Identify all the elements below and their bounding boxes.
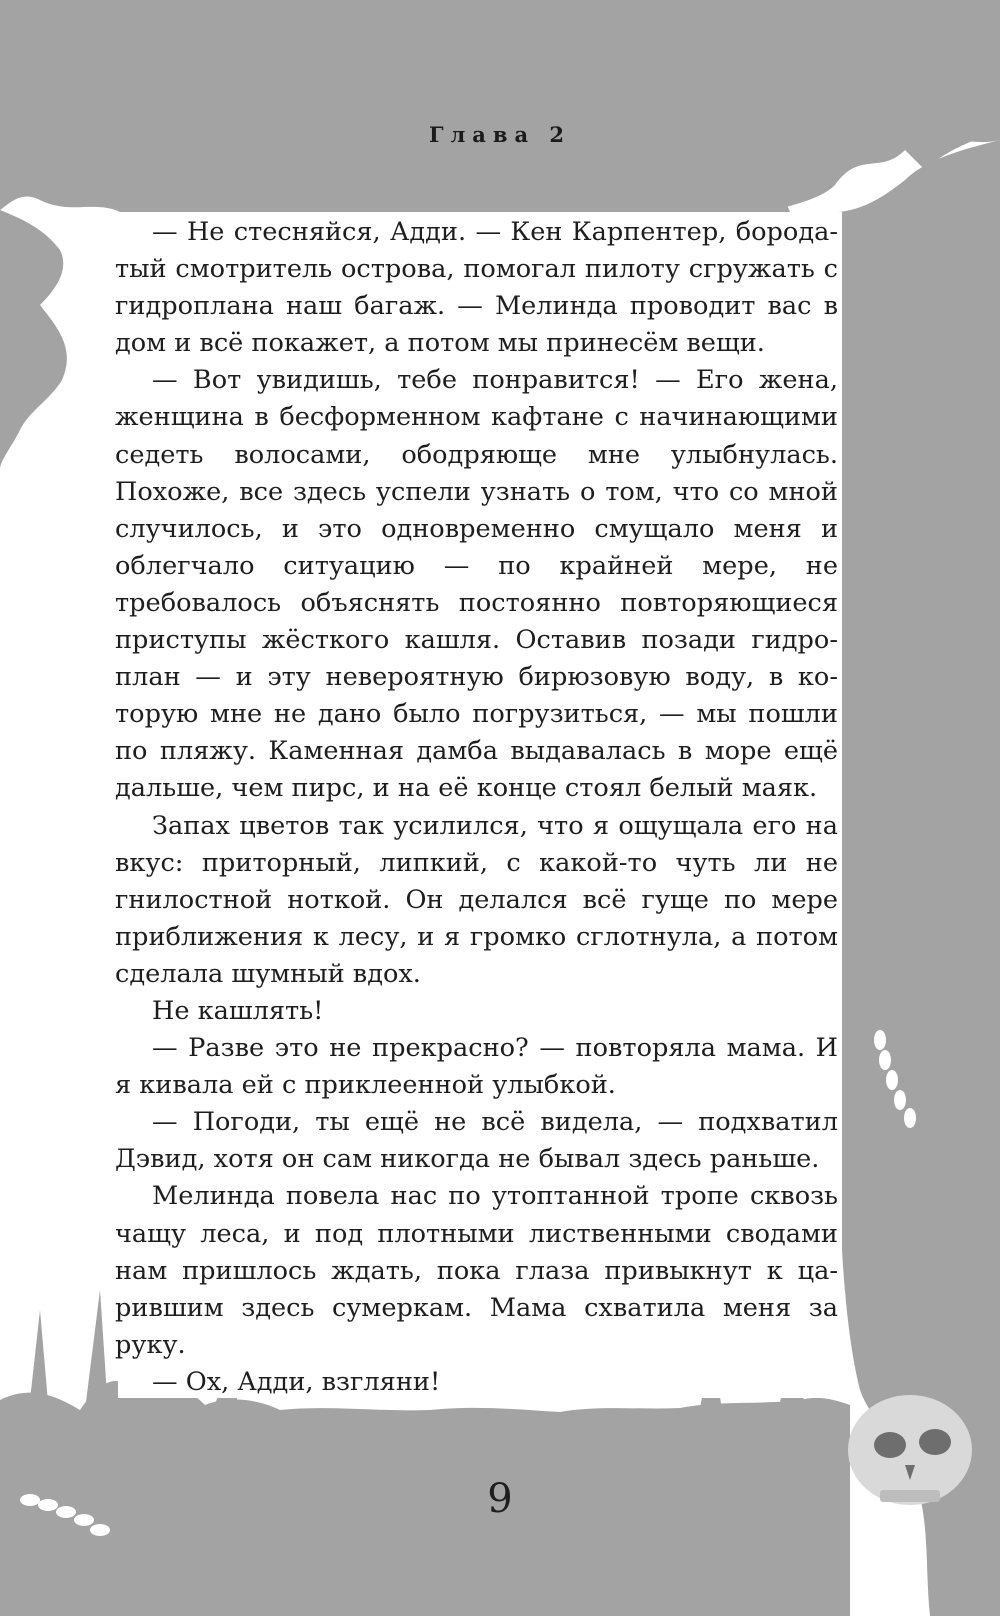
- body-text: [115, 214, 838, 1401]
- paragraph: — Погоди, ты ещё не всё видела, — подхватил Дэвид, хотя он сам никогда не бывал здесь раньше.: [115, 1107, 838, 1175]
- paragraph: — Разве это не прекрасно? — повторяла мама. И я кивала ей с приклеенной улыбкой.: [115, 1033, 838, 1101]
- paragraph: Запах цветов так усилился, что я ощущала его на вкус: приторный, липкий, с какой-то чуть ли не гнилостной ноткой. Он делался всё гуще по мере приближения к лесу, и я громко сглотнула, а потом сделала шумный вдох.: [115, 810, 838, 989]
- paragraph: — Ох, Адди, взгляни!: [152, 1366, 441, 1397]
- paragraph: Мелинда повела нас по утоптанной тропе сквозь чащу леса, и под плотными лиственными сводами нам пришлось ждать, пока глаза привыкнут к царившим здесь сумеркам. Мама схватила меня за руку.: [115, 1181, 838, 1360]
- paragraph: — Вот увидишь, тебе понравится! — Его жена, женщина в бесформенном кафтане с начинающими седеть волосами, ободряюще мне улыбнулась. Похоже, все здесь успели узнать о том, что со мной случилось, и это одновременно смущало меня и облегчало ситуацию — по крайней мере, не требовалось объяснять постоянно повторяющиеся приступы жёсткого кашля. Оставив позади гидроплан — и эту невероятную бирюзовую воду, в которую мне не дано было погрузиться, — мы пошли по пляжу. Каменная дамба выдавалась в море ещё дальше, чем пирс, и на её конце стоял белый маяк.: [115, 365, 838, 804]
- paragraph: Не кашлять!: [152, 995, 324, 1026]
- paragraph: — Не стесняйся, Адди. — Кен Карпентер, бородатый смотритель острова, помогал пилоту сгружать с гидроплана наш багаж. — Мелинда проводит вас в дом и всё покажет, а потом мы принесём вещи.: [115, 217, 838, 359]
- page-number: 9: [487, 1476, 513, 1522]
- chapter-heading: Глава 2: [428, 122, 572, 147]
